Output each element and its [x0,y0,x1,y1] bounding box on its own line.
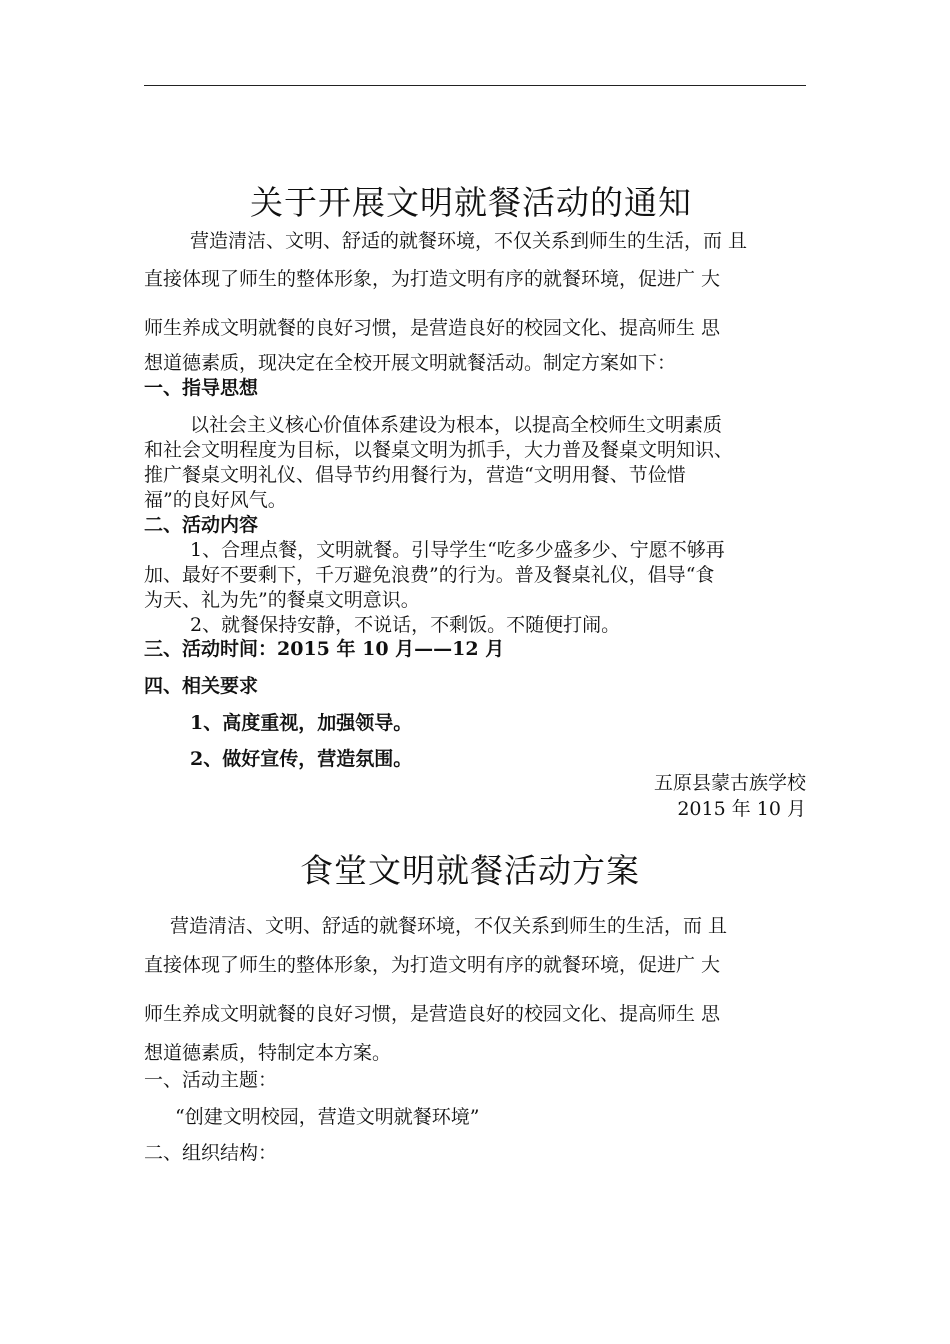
notice-requirement-1: 1、高度重视，加强领导。 [190,712,413,734]
header-rule [144,85,806,86]
plan-intro-line-4: 想道德素质，特制定本方案。 [144,1042,392,1064]
notice-section1-line-1: 以社会主义核心价值体系建设为根本，以提高全校师生文明素质 [190,414,723,436]
notice-section1-line-4: 福”的良好风气。 [144,489,287,511]
notice-intro-line-3: 师生养成文明就餐的良好习惯，是营造良好的校园文化、提高师生 思 [144,317,721,339]
notice-section2-line-3: 为天、礼为先”的餐桌文明意识。 [144,589,420,611]
signature-date: 2015 年 10 月 [677,798,806,820]
plan-intro-line-2: 直接体现了师生的整体形象，为打造文明有序的就餐环境，促进广 大 [144,954,721,976]
plan-intro-line-1: 营造清洁、文明、舒适的就餐环境，不仅关系到师生的生活，而 且 [170,915,728,937]
notice-section2-line-1: 1、合理点餐，文明就餐。引导学生“吃多少盛多少、宁愿不够再 [190,539,725,561]
notice-intro-line-1: 营造清洁、文明、舒适的就餐环境，不仅关系到师生的生活，而 且 [190,230,748,252]
notice-section2-line-2: 加、最好不要剩下，千万避免浪费”的行为。普及餐桌礼仪，倡导“食 [144,564,715,586]
notice-title: 关于开展文明就餐活动的通知 [250,183,692,222]
notice-intro-line-2: 直接体现了师生的整体形象，为打造文明有序的就餐环境，促进广 大 [144,268,721,290]
notice-section3-heading: 三、活动时间：2015 年 10 月——12 月 [144,638,505,660]
notice-section1-line-3: 推广餐桌文明礼仪、倡导节约用餐行为，营造“文明用餐、节俭惜 [144,464,686,486]
plan-intro-line-3: 师生养成文明就餐的良好习惯，是营造良好的校园文化、提高师生 思 [144,1003,721,1025]
notice-intro-line-4: 想道德素质，现决定在全校开展文明就餐活动。制定方案如下： [144,352,677,374]
notice-section1-line-2: 和社会文明程度为目标，以餐桌文明为抓手，大力普及餐桌文明知识、 [144,439,734,461]
notice-section1-heading: 一、指导思想 [144,377,259,399]
plan-section1-heading: 一、活动主题： [144,1069,278,1091]
plan-theme: “创建文明校园，营造文明就餐环境” [175,1106,480,1128]
notice-section2-line-4: 2、就餐保持安静，不说话，不剩饭。不随便打闹。 [190,614,621,636]
plan-title: 食堂文明就餐活动方案 [300,851,640,890]
notice-section2-heading: 二、活动内容 [144,514,259,536]
signature-organization: 五原县蒙古族学校 [653,772,806,794]
plan-section2-heading: 二、组织结构： [144,1142,278,1164]
notice-requirement-2: 2、做好宣传，营造氛围。 [190,748,413,770]
notice-section4-heading: 四、相关要求 [144,675,259,697]
